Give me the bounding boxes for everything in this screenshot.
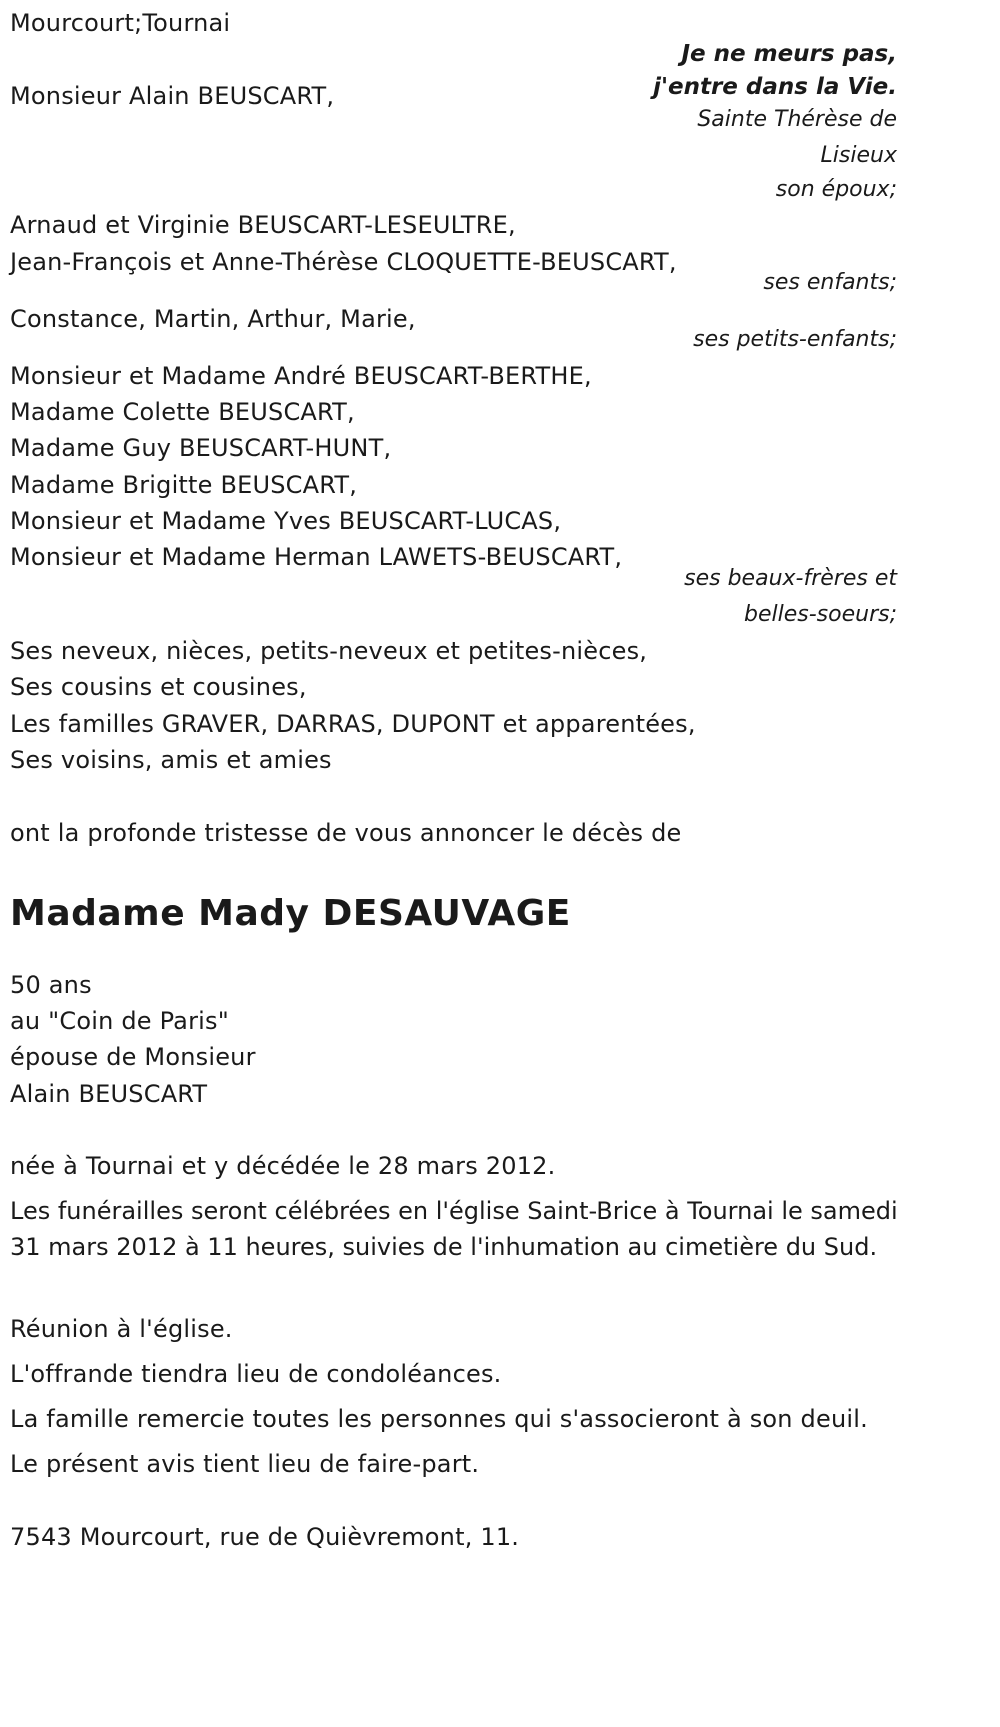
children-role: ses enfants;: [763, 270, 897, 295]
spouse-role: son époux;: [775, 177, 897, 202]
grandchildren-line: Constance, Martin, Arthur, Marie,: [10, 305, 416, 333]
grandchildren-role: ses petits-enfants;: [693, 327, 897, 352]
deceased-detail-spouse-name: Alain BEUSCART: [10, 1080, 208, 1108]
others-line-2: Ses cousins et cousines,: [10, 673, 307, 701]
inlaw-line-4: Madame Brigitte BEUSCART,: [10, 471, 358, 499]
others-line-1: Ses neveux, nièces, petits-neveux et petites-nièces,: [10, 637, 648, 665]
deceased-name: Madame Mady DESAUVAGE: [10, 893, 571, 934]
inlaws-role-line-1: ses beaux-frères et: [684, 566, 897, 591]
child-line-2: Jean-François et Anne-Thérèse CLOQUETTE-BEUSCART,: [10, 248, 677, 276]
deceased-detail-place: au "Coin de Paris": [10, 1007, 229, 1035]
location-header: Mourcourt;Tournai: [10, 9, 231, 37]
deceased-detail-age: 50 ans: [10, 971, 92, 999]
announcement-text: ont la profonde tristesse de vous annoncer le décès de: [10, 819, 682, 847]
deceased-detail-spouse-label: épouse de Monsieur: [10, 1043, 256, 1071]
notice-line: Le présent avis tient lieu de faire-part.: [10, 1450, 480, 1478]
others-line-3: Les familles GRAVER, DARRAS, DUPONT et apparentées,: [10, 710, 696, 738]
address-line: 7543 Mourcourt, rue de Quièvremont, 11.: [10, 1523, 520, 1551]
quote-author-line-2: Lisieux: [820, 143, 897, 168]
spouse-name: Monsieur Alain BEUSCART,: [10, 82, 335, 110]
inlaw-line-1: Monsieur et Madame André BEUSCART-BERTHE,: [10, 362, 592, 390]
quote-author-line-1: Sainte Thérèse de: [697, 107, 897, 132]
inlaw-line-3: Madame Guy BEUSCART-HUNT,: [10, 434, 392, 462]
birth-death-line: née à Tournai et y décédée le 28 mars 2012.: [10, 1152, 556, 1180]
inlaw-line-6: Monsieur et Madame Herman LAWETS-BEUSCART,: [10, 543, 623, 571]
inlaws-role-line-2: belles-soeurs;: [744, 602, 897, 627]
quote-line-1: Je ne meurs pas,: [681, 41, 897, 67]
quote-line-2: j'entre dans la Vie.: [653, 74, 897, 100]
funeral-paragraph: Les funérailles seront célébrées en l'église Saint-Brice à Tournai le samedi 31 mars 2012 à 11 heures, suivies de l'inhumation au cimetière du Sud.: [10, 1197, 898, 1261]
inlaw-line-2: Madame Colette BEUSCART,: [10, 398, 355, 426]
others-line-4: Ses voisins, amis et amies: [10, 746, 332, 774]
child-line-1: Arnaud et Virginie BEUSCART-LESEULTRE,: [10, 211, 516, 239]
inlaw-line-5: Monsieur et Madame Yves BEUSCART-LUCAS,: [10, 507, 562, 535]
offering-line: L'offrande tiendra lieu de condoléances.: [10, 1360, 502, 1388]
thanks-line: La famille remercie toutes les personnes qui s'associeront à son deuil.: [10, 1405, 868, 1433]
meeting-line: Réunion à l'église.: [10, 1315, 233, 1343]
